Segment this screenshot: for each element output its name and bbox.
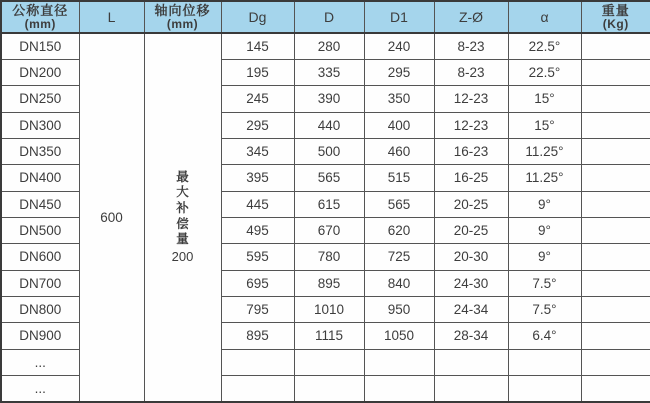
table-row	[1, 33, 650, 59]
header-z-holes	[434, 1, 508, 33]
alpha-cell: 15°	[508, 112, 581, 138]
header-title: α	[540, 8, 549, 25]
dn-cell: DN150	[1, 33, 79, 59]
header-d1	[364, 1, 434, 33]
z-holes-cell: 16-25	[434, 165, 508, 191]
l-merged-cell: 600	[79, 33, 144, 402]
alpha-cell: 9°	[508, 191, 581, 217]
z-holes-cell: 8-23	[434, 33, 508, 59]
d1-cell	[364, 349, 434, 375]
dg-cell: 145	[221, 33, 294, 59]
dn-cell: DN250	[1, 86, 79, 112]
weight-cell	[581, 349, 650, 375]
d-cell	[294, 375, 364, 402]
weight-cell	[581, 244, 650, 270]
dn-cell: ...	[1, 349, 79, 375]
z-holes-cell: 16-23	[434, 138, 508, 164]
z-holes-cell: 8-23	[434, 59, 508, 85]
dn-cell: DN200	[1, 59, 79, 85]
z-holes-cell: 12-23	[434, 112, 508, 138]
d1-cell: 515	[364, 165, 434, 191]
weight-cell	[581, 59, 650, 85]
weight-cell	[581, 270, 650, 296]
weight-cell	[581, 33, 650, 59]
d-cell: 615	[294, 191, 364, 217]
alpha-cell: 22.5°	[508, 33, 581, 59]
d-cell: 895	[294, 270, 364, 296]
alpha-cell: 7.5°	[508, 270, 581, 296]
header-weight	[581, 1, 650, 33]
alpha-cell	[508, 349, 581, 375]
header-d	[294, 1, 364, 33]
header-title: 轴向位移	[154, 2, 211, 18]
weight-cell	[581, 375, 650, 402]
d1-cell: 565	[364, 191, 434, 217]
d1-cell: 350	[364, 86, 434, 112]
weight-cell	[581, 296, 650, 322]
d1-cell: 400	[364, 112, 434, 138]
dg-cell: 395	[221, 165, 294, 191]
d-cell: 440	[294, 112, 364, 138]
dn-cell: DN450	[1, 191, 79, 217]
weight-cell	[581, 86, 650, 112]
z-holes-cell: 12-23	[434, 86, 508, 112]
dg-cell	[221, 349, 294, 375]
weight-cell	[581, 191, 650, 217]
header-unit: (mm)	[166, 16, 199, 31]
header-alpha	[508, 1, 581, 33]
z-holes-cell: 24-30	[434, 270, 508, 296]
header-title: Dg	[248, 8, 267, 25]
d-cell: 335	[294, 59, 364, 85]
dg-cell: 795	[221, 296, 294, 322]
header-title: 重量	[601, 2, 630, 18]
weight-cell	[581, 138, 650, 164]
dg-cell: 695	[221, 270, 294, 296]
axial-displacement-merged-cell	[144, 33, 221, 402]
weight-cell	[581, 112, 650, 138]
z-holes-cell: 20-25	[434, 217, 508, 243]
alpha-cell: 11.25°	[508, 165, 581, 191]
alpha-cell: 15°	[508, 86, 581, 112]
header-title: 公称直径	[12, 2, 69, 18]
z-holes-cell	[434, 349, 508, 375]
header-title: Z-Ø	[458, 8, 484, 25]
d-cell: 565	[294, 165, 364, 191]
header-dg	[221, 1, 294, 33]
d-cell: 1115	[294, 323, 364, 349]
dg-cell: 195	[221, 59, 294, 85]
d1-cell: 620	[364, 217, 434, 243]
dg-cell: 445	[221, 191, 294, 217]
dn-cell: DN500	[1, 217, 79, 243]
weight-cell	[581, 165, 650, 191]
d-cell: 390	[294, 86, 364, 112]
dg-cell: 295	[221, 112, 294, 138]
header-title: L	[107, 8, 116, 25]
dg-cell: 345	[221, 138, 294, 164]
header-title: D1	[390, 8, 408, 25]
d-cell: 280	[294, 33, 364, 59]
max-compensation-vertical-text: 最 大 补 偿 量 200	[171, 169, 194, 264]
d1-cell: 295	[364, 59, 434, 85]
dn-cell: DN600	[1, 244, 79, 270]
header-l	[79, 1, 144, 33]
alpha-cell	[508, 375, 581, 402]
d-cell	[294, 349, 364, 375]
d-cell: 670	[294, 217, 364, 243]
dn-cell: ...	[1, 375, 79, 402]
dg-cell: 245	[221, 86, 294, 112]
header-unit: (Kg)	[602, 16, 629, 31]
dg-cell: 895	[221, 323, 294, 349]
d-cell: 780	[294, 244, 364, 270]
weight-cell	[581, 217, 650, 243]
weight-cell	[581, 323, 650, 349]
z-holes-cell: 20-30	[434, 244, 508, 270]
d1-cell: 725	[364, 244, 434, 270]
dn-cell: DN350	[1, 138, 79, 164]
dg-cell: 595	[221, 244, 294, 270]
d1-cell	[364, 375, 434, 402]
alpha-cell: 9°	[508, 244, 581, 270]
z-holes-cell: 28-34	[434, 323, 508, 349]
header-title: D	[323, 8, 335, 25]
d1-cell: 1050	[364, 323, 434, 349]
z-holes-cell: 24-34	[434, 296, 508, 322]
alpha-cell: 7.5°	[508, 296, 581, 322]
z-holes-cell: 20-25	[434, 191, 508, 217]
header-row	[1, 1, 650, 33]
header-unit: (mm)	[24, 16, 56, 31]
d1-cell: 840	[364, 270, 434, 296]
header-axial-displacement	[144, 1, 221, 33]
d-cell: 500	[294, 138, 364, 164]
header-nominal-diameter	[1, 1, 79, 33]
alpha-cell: 9°	[508, 217, 581, 243]
d1-cell: 240	[364, 33, 434, 59]
dg-cell: 495	[221, 217, 294, 243]
dn-cell: DN400	[1, 165, 79, 191]
d-cell: 1010	[294, 296, 364, 322]
d1-cell: 950	[364, 296, 434, 322]
dg-cell	[221, 375, 294, 402]
dn-cell: DN700	[1, 270, 79, 296]
dn-cell: DN900	[1, 323, 79, 349]
dn-cell: DN300	[1, 112, 79, 138]
alpha-cell: 11.25°	[508, 138, 581, 164]
alpha-cell: 22.5°	[508, 59, 581, 85]
dn-cell: DN800	[1, 296, 79, 322]
alpha-cell: 6.4°	[508, 323, 581, 349]
d1-cell: 460	[364, 138, 434, 164]
z-holes-cell	[434, 375, 508, 402]
